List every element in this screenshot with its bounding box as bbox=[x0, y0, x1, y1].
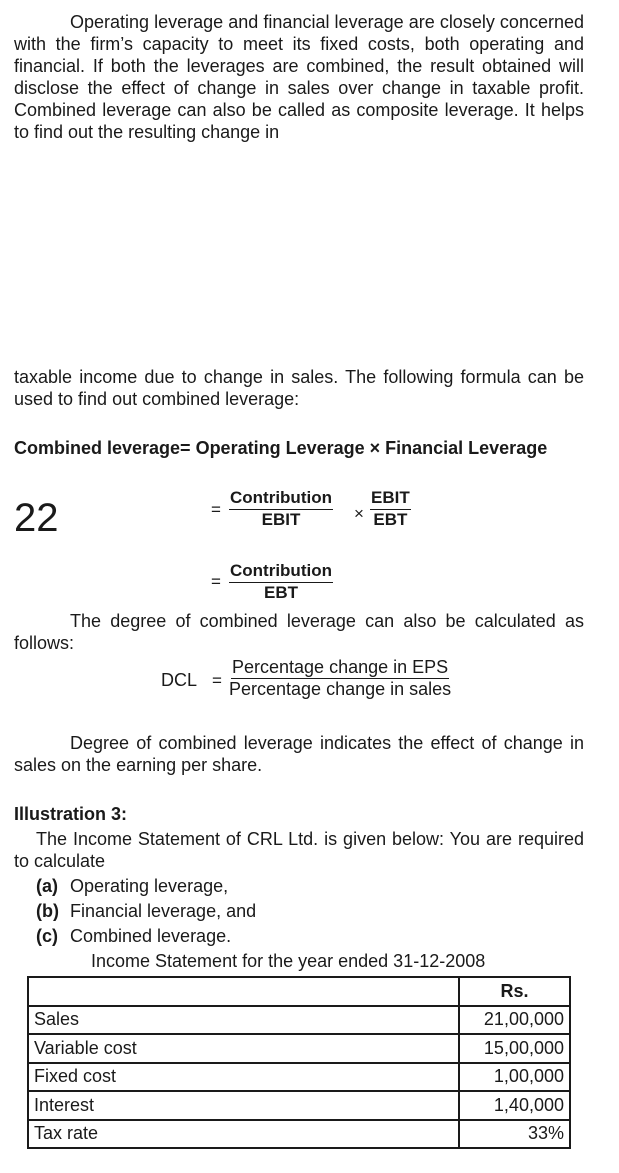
fraction-contribution-ebt bbox=[229, 561, 333, 603]
illustration-text: The Income Statement of CRL Ltd. is given below: You are required to calculate bbox=[14, 829, 584, 871]
dcl-label: DCL bbox=[161, 670, 198, 690]
list-item-text: Operating leverage, bbox=[70, 876, 229, 896]
fraction-numerator: Contribution bbox=[229, 561, 333, 583]
fraction-contribution-ebit bbox=[229, 488, 333, 530]
row-amount: 1,00,000 bbox=[459, 1063, 570, 1092]
row-item: Variable cost bbox=[28, 1034, 459, 1063]
list-item bbox=[36, 899, 256, 924]
list-item-label: (b) bbox=[36, 901, 59, 921]
list-item-text: Financial leverage, and bbox=[70, 901, 257, 921]
list-item-label: (c) bbox=[36, 926, 58, 946]
list-item-label: (a) bbox=[36, 876, 58, 896]
page-number: 22 bbox=[14, 496, 59, 540]
row-amount: 33% bbox=[459, 1120, 570, 1149]
fraction-dcl bbox=[229, 657, 451, 699]
fraction-numerator: Percentage change in EPS bbox=[232, 657, 449, 677]
row-item: Sales bbox=[28, 1006, 459, 1035]
intro-paragraph: Operating leverage and financial leverage are closely concerned with the firm’s capacity to meet its fixed costs, both operating and financial. If both the leverages are combined, the result obtained will disclose the effect of change in sales over change in taxable profit. Combined leverage can also be called as composite leverage. It helps to find out the resulting change in bbox=[14, 12, 584, 142]
combined-leverage-heading: Combined leverage= Operating Leverage × Financial Leverage bbox=[14, 438, 548, 458]
equals-sign-3: = bbox=[212, 671, 222, 690]
fraction-denominator: Percentage change in sales bbox=[229, 679, 452, 699]
fraction-denominator: EBIT bbox=[261, 510, 301, 529]
row-amount: 1,40,000 bbox=[459, 1091, 570, 1120]
table-row bbox=[28, 1063, 570, 1092]
row-item: Interest bbox=[28, 1091, 459, 1120]
fraction-denominator: EBT bbox=[263, 583, 298, 602]
equals-sign-1: = bbox=[211, 500, 221, 519]
dcl-effect-paragraph: Degree of combined leverage indicates the effect of change in sales on the earning per share. bbox=[14, 733, 584, 775]
table-caption: Income Statement for the year ended 31-12-2008 bbox=[91, 951, 486, 971]
list-item bbox=[36, 924, 256, 949]
row-item: Tax rate bbox=[28, 1120, 459, 1149]
table-row bbox=[28, 1006, 570, 1035]
list-item-text: Combined leverage. bbox=[70, 926, 232, 946]
list-item bbox=[36, 874, 256, 899]
dcl-intro-paragraph: The degree of combined leverage can also be calculated as follows: bbox=[14, 611, 584, 653]
fraction-denominator: EBT bbox=[373, 510, 408, 529]
continuation-paragraph: taxable income due to change in sales. The following formula can be used to find out combined leverage: bbox=[14, 367, 584, 409]
fraction-numerator: EBIT bbox=[370, 488, 411, 510]
row-item: Fixed cost bbox=[28, 1063, 459, 1092]
fraction-ebit-ebt bbox=[370, 488, 411, 530]
row-amount: 21,00,000 bbox=[459, 1006, 570, 1035]
equals-sign-2: = bbox=[211, 572, 221, 591]
currency-header: Rs. bbox=[459, 977, 570, 1006]
table-header-row bbox=[28, 977, 570, 1006]
requirements-list bbox=[36, 874, 256, 949]
table-row bbox=[28, 1034, 570, 1063]
income-statement-table bbox=[27, 976, 571, 1149]
table-row bbox=[28, 1120, 570, 1149]
table-cell bbox=[28, 977, 459, 1006]
times-sign: × bbox=[354, 504, 364, 523]
fraction-numerator: Contribution bbox=[229, 488, 333, 510]
illustration-title: Illustration 3: bbox=[14, 804, 128, 824]
table-row bbox=[28, 1091, 570, 1120]
row-amount: 15,00,000 bbox=[459, 1034, 570, 1063]
